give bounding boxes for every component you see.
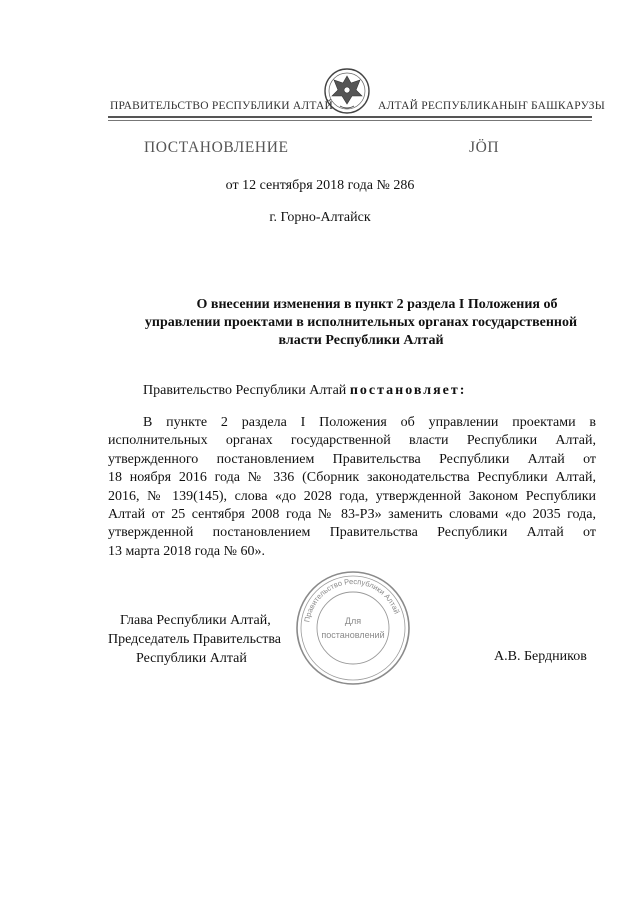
body-line: В пункте 2 раздела I Положения об управлении проектами в (143, 415, 596, 430)
decree-title (118, 296, 604, 350)
decree-label-ru: ПОСТАНОВЛЕНИЕ (144, 139, 289, 156)
body-line: Алтай от 25 сентября 2008 года № 83-РЗ» заменить словами «до 2035 года, (108, 507, 596, 523)
body-line: утвержденной постановлением Правительства Республики Алтай от (108, 525, 596, 541)
stamp-ring-text: Правительство Республики Алтай (302, 576, 402, 623)
position-line: Глава Республики Алтай, (120, 613, 271, 628)
body-line: утвержденного постановлением Правительства Республики Алтай от (108, 451, 596, 467)
decree-label-altai: ЈÖП (469, 139, 500, 156)
decree-intro-verb: постановляет: (349, 383, 467, 398)
decree-date: от 12 сентября 2018 года № 286 (225, 178, 415, 193)
title-line: власти Республики Алтай (278, 333, 444, 348)
government-name-altai: АЛТАЙ РЕСПУБЛИКАНЫҤ БАШКАРУЗЫ (378, 100, 605, 112)
decree-intro-subject: Правительство Республики Алтай (143, 383, 347, 398)
position-line: Республики Алтай (136, 651, 247, 666)
body-line: 13 марта 2018 года № 60». (108, 543, 265, 559)
body-line: исполнительных органах государственной власти Республики Алтай, (108, 433, 596, 449)
header-divider (108, 116, 592, 118)
title-line: управлении проектами в исполнительных органах государственной (144, 315, 578, 330)
signatory-name: А.В. Бердников (494, 649, 587, 664)
decree-city: г. Горно-Алтайск (269, 210, 371, 225)
position-line: Председатель Правительства (108, 632, 281, 647)
decree-body (108, 414, 596, 561)
decree-intro (143, 383, 466, 399)
header-divider-thin (108, 120, 592, 121)
body-line: 18 ноября 2016 года № 336 (Сборник законодательства Республики Алтай, (108, 470, 596, 486)
body-line: 2016, № 139(145), слова «до 2028 года, утвержденной Законом Республики (108, 488, 596, 504)
official-stamp (293, 568, 413, 688)
stamp-inner-bottom: постановлений (321, 630, 385, 640)
signatory-position (108, 611, 281, 668)
stamp-inner-top: Для (344, 616, 362, 626)
government-name-ru: ПРАВИТЕЛЬСТВО РЕСПУБЛИКИ АЛТАЙ (110, 100, 334, 112)
title-line: О внесении изменения в пункт 2 раздела I Положения об (196, 297, 558, 312)
